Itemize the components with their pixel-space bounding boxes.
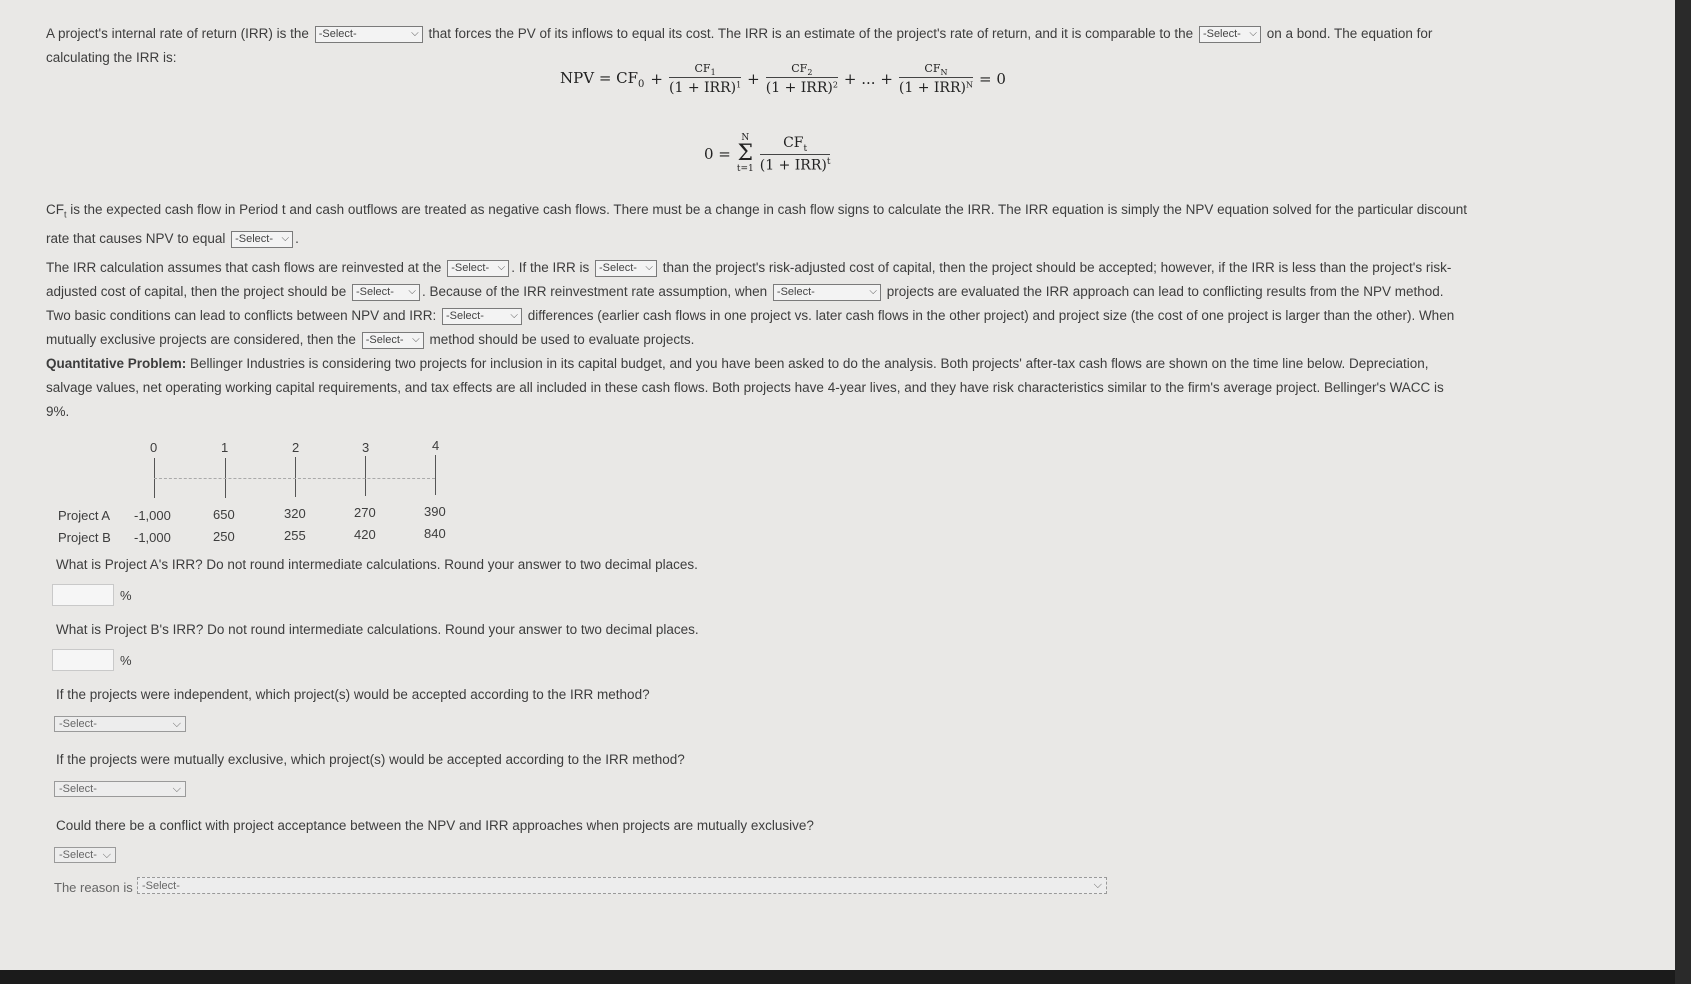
cash-flow-value: 255 [284,528,306,543]
chevron-down-icon: ⌵ [172,717,181,730]
cash-flow-value: 390 [424,504,446,519]
irr-a-input[interactable] [52,584,114,606]
period-label: 2 [292,440,300,455]
exclusive-accept-select[interactable]: -Select- ⌵ [54,781,186,797]
question-irr-a: What is Project A's IRR? Do not round intermediate calculations. Round your answer to two decimal places. [56,557,698,572]
conflict-condition-select[interactable]: -Select- ⌵ [442,308,522,325]
cash-flow-value: 320 [284,506,306,521]
irr-definition-select[interactable]: -Select- ⌵ [315,26,423,43]
percent-sign: % [120,653,132,668]
chevron-down-icon: ⌵ [172,782,181,795]
chevron-down-icon: ⌵ [281,233,290,245]
intro-text-3: on a bond. The equation for [1266,26,1433,41]
npv-equal-select[interactable]: -Select- ⌵ [231,231,293,248]
intro-text-1: A project's internal rate of return (IRR) is the [46,26,309,41]
chevron-down-icon: ⌵ [102,848,111,861]
chevron-down-icon: ⌵ [412,334,420,346]
question-independent: If the projects were independent, which project(s) would be accepted according to the IRR method? [56,687,650,702]
question-mutually-exclusive: If the projects were mutually exclusive, which project(s) would be accepted according to the IRR method? [56,752,685,767]
cash-flow-value: 840 [424,526,446,541]
question-irr-b: What is Project B's IRR? Do not round intermediate calculations. Round your answer to two decimal places. [56,622,699,637]
project-a-label: Project A [58,508,111,523]
term-2: $\frac{CF_2}{(1 + IRR)^2}$ [765,62,838,97]
percent-sign: % [120,588,132,603]
reason-label: The reason is [54,880,133,895]
sum-term: $\frac{CF_t}{(1 + IRR)^t}$ [759,134,831,174]
irr-b-input[interactable] [52,649,114,671]
period-label: 3 [362,440,370,455]
npv-equation [560,62,1006,96]
chevron-down-icon: ⌵ [510,310,518,322]
independent-accept-select[interactable]: -Select- ⌵ [54,716,186,732]
irr-comparison-select[interactable]: -Select- ⌵ [595,260,657,277]
cash-flow-value: -1,000 [134,508,171,523]
equals-zero: = 0 [978,70,1006,89]
cash-flow-value: 650 [213,507,235,522]
timeline-axis [154,478,435,479]
window-edge [1675,0,1691,984]
reason-select[interactable]: -Select- ⌵ [137,877,1107,894]
conflict-select[interactable]: -Select- ⌵ [54,847,116,863]
cash-flow-value: 250 [213,529,235,544]
chevron-down-icon: ⌵ [497,262,506,274]
project-type-select[interactable]: -Select- ⌵ [773,284,881,301]
chevron-down-icon: ⌵ [1093,879,1102,891]
timeline-tick [435,455,436,495]
intro-text-4: calculating the IRR is: [46,50,177,65]
reinvestment-paragraph: The IRR calculation assumes that cash flows are reinvested at the -Select- ⌵ . If the IRR is -Select- ⌵ than the project's risk-adjusted cost of capital, then the project should be accepted; however, if the IRR is less than the project's risk- adjusted cost of capital, then the project should be -Select- ⌵ . Because of the IRR reinvestment rate assumption, when -Select- ⌵ projects are evaluated the IRR approach can lead to conflicting results from the NPV method. Two basic conditions can lead to conflicts between NPV and IRR: -Select- ⌵ differences (earlier cash flows in one project vs. later cash flows in the other project) and project size (the cost of one project is larger than the other). When mutually exclusive projects are considered, then the -Select- ⌵ method should be used to evaluate projects. [46,256,1636,352]
cash-flow-value: 270 [354,505,376,520]
chevron-down-icon: ⌵ [1249,28,1257,40]
method-select[interactable]: -Select- ⌵ [362,332,424,349]
ellipsis: + ... + [843,70,893,89]
intro-text-2: that forces the PV of its inflows to equal its cost. The IRR is an estimate of the project's rate of return, and it is comparable to the [428,26,1194,41]
period-label: 0 [150,440,158,455]
cf-paragraph: $CF_t$ is the expected cash flow in Period t and cash outflows are treated as negative cash flows. There must be a change in cash flow signs to calculate the IRR. The IRR equation is simply the NPV equation solved for the particular discount rate that causes NPV to equal -Select- ⌵ . [46,198,1636,251]
plus-sign: + [747,70,760,89]
timeline-tick [295,457,296,497]
sigma: N Σ t=1 [736,133,754,174]
irr-sum-equation [704,134,830,174]
term-1: $\frac{CF_1}{(1 + IRR)^1}$ [669,62,742,97]
plus-sign: + [650,70,663,89]
period-label: 4 [432,438,440,453]
npv-lhs: NPV = $CF_0$ [560,68,645,90]
project-b-label: Project B [58,530,111,545]
chevron-down-icon: ⌵ [645,262,654,274]
chevron-down-icon: ⌵ [408,286,416,298]
sum-lhs: 0 = [704,145,731,163]
term-n: $\frac{CF_N}{(1 + IRR)^N}$ [898,62,973,97]
period-label: 1 [221,440,229,455]
timeline-tick [365,456,366,496]
cash-flow-value: 420 [354,527,376,542]
project-decision-select[interactable]: -Select- ⌵ [352,284,420,301]
chevron-down-icon: ⌵ [411,28,419,40]
cash-flow-value: -1,000 [134,530,171,545]
bond-comparable-select[interactable]: -Select- ⌵ [1199,26,1261,43]
question-conflict: Could there be a conflict with project acceptance between the NPV and IRR approaches when projects are mutually exclusive? [56,818,814,833]
chevron-down-icon: ⌵ [869,286,877,298]
reinvest-rate-select[interactable]: -Select- ⌵ [447,260,509,277]
problem-paragraph: Quantitative Problem: Bellinger Industries is considering two projects for inclusion in its capital budget, and you have been asked to do the analysis. Both projects' after-tax cash flows are shown on the time line below. Depreciation, salvage values, net operating working capital requirements, and tax effects are all included in these cash flows. Both projects have 4-year lives, and they have risk characteristics similar to the firm's average project. Bellinger's WACC is 9%. [46,356,1444,419]
